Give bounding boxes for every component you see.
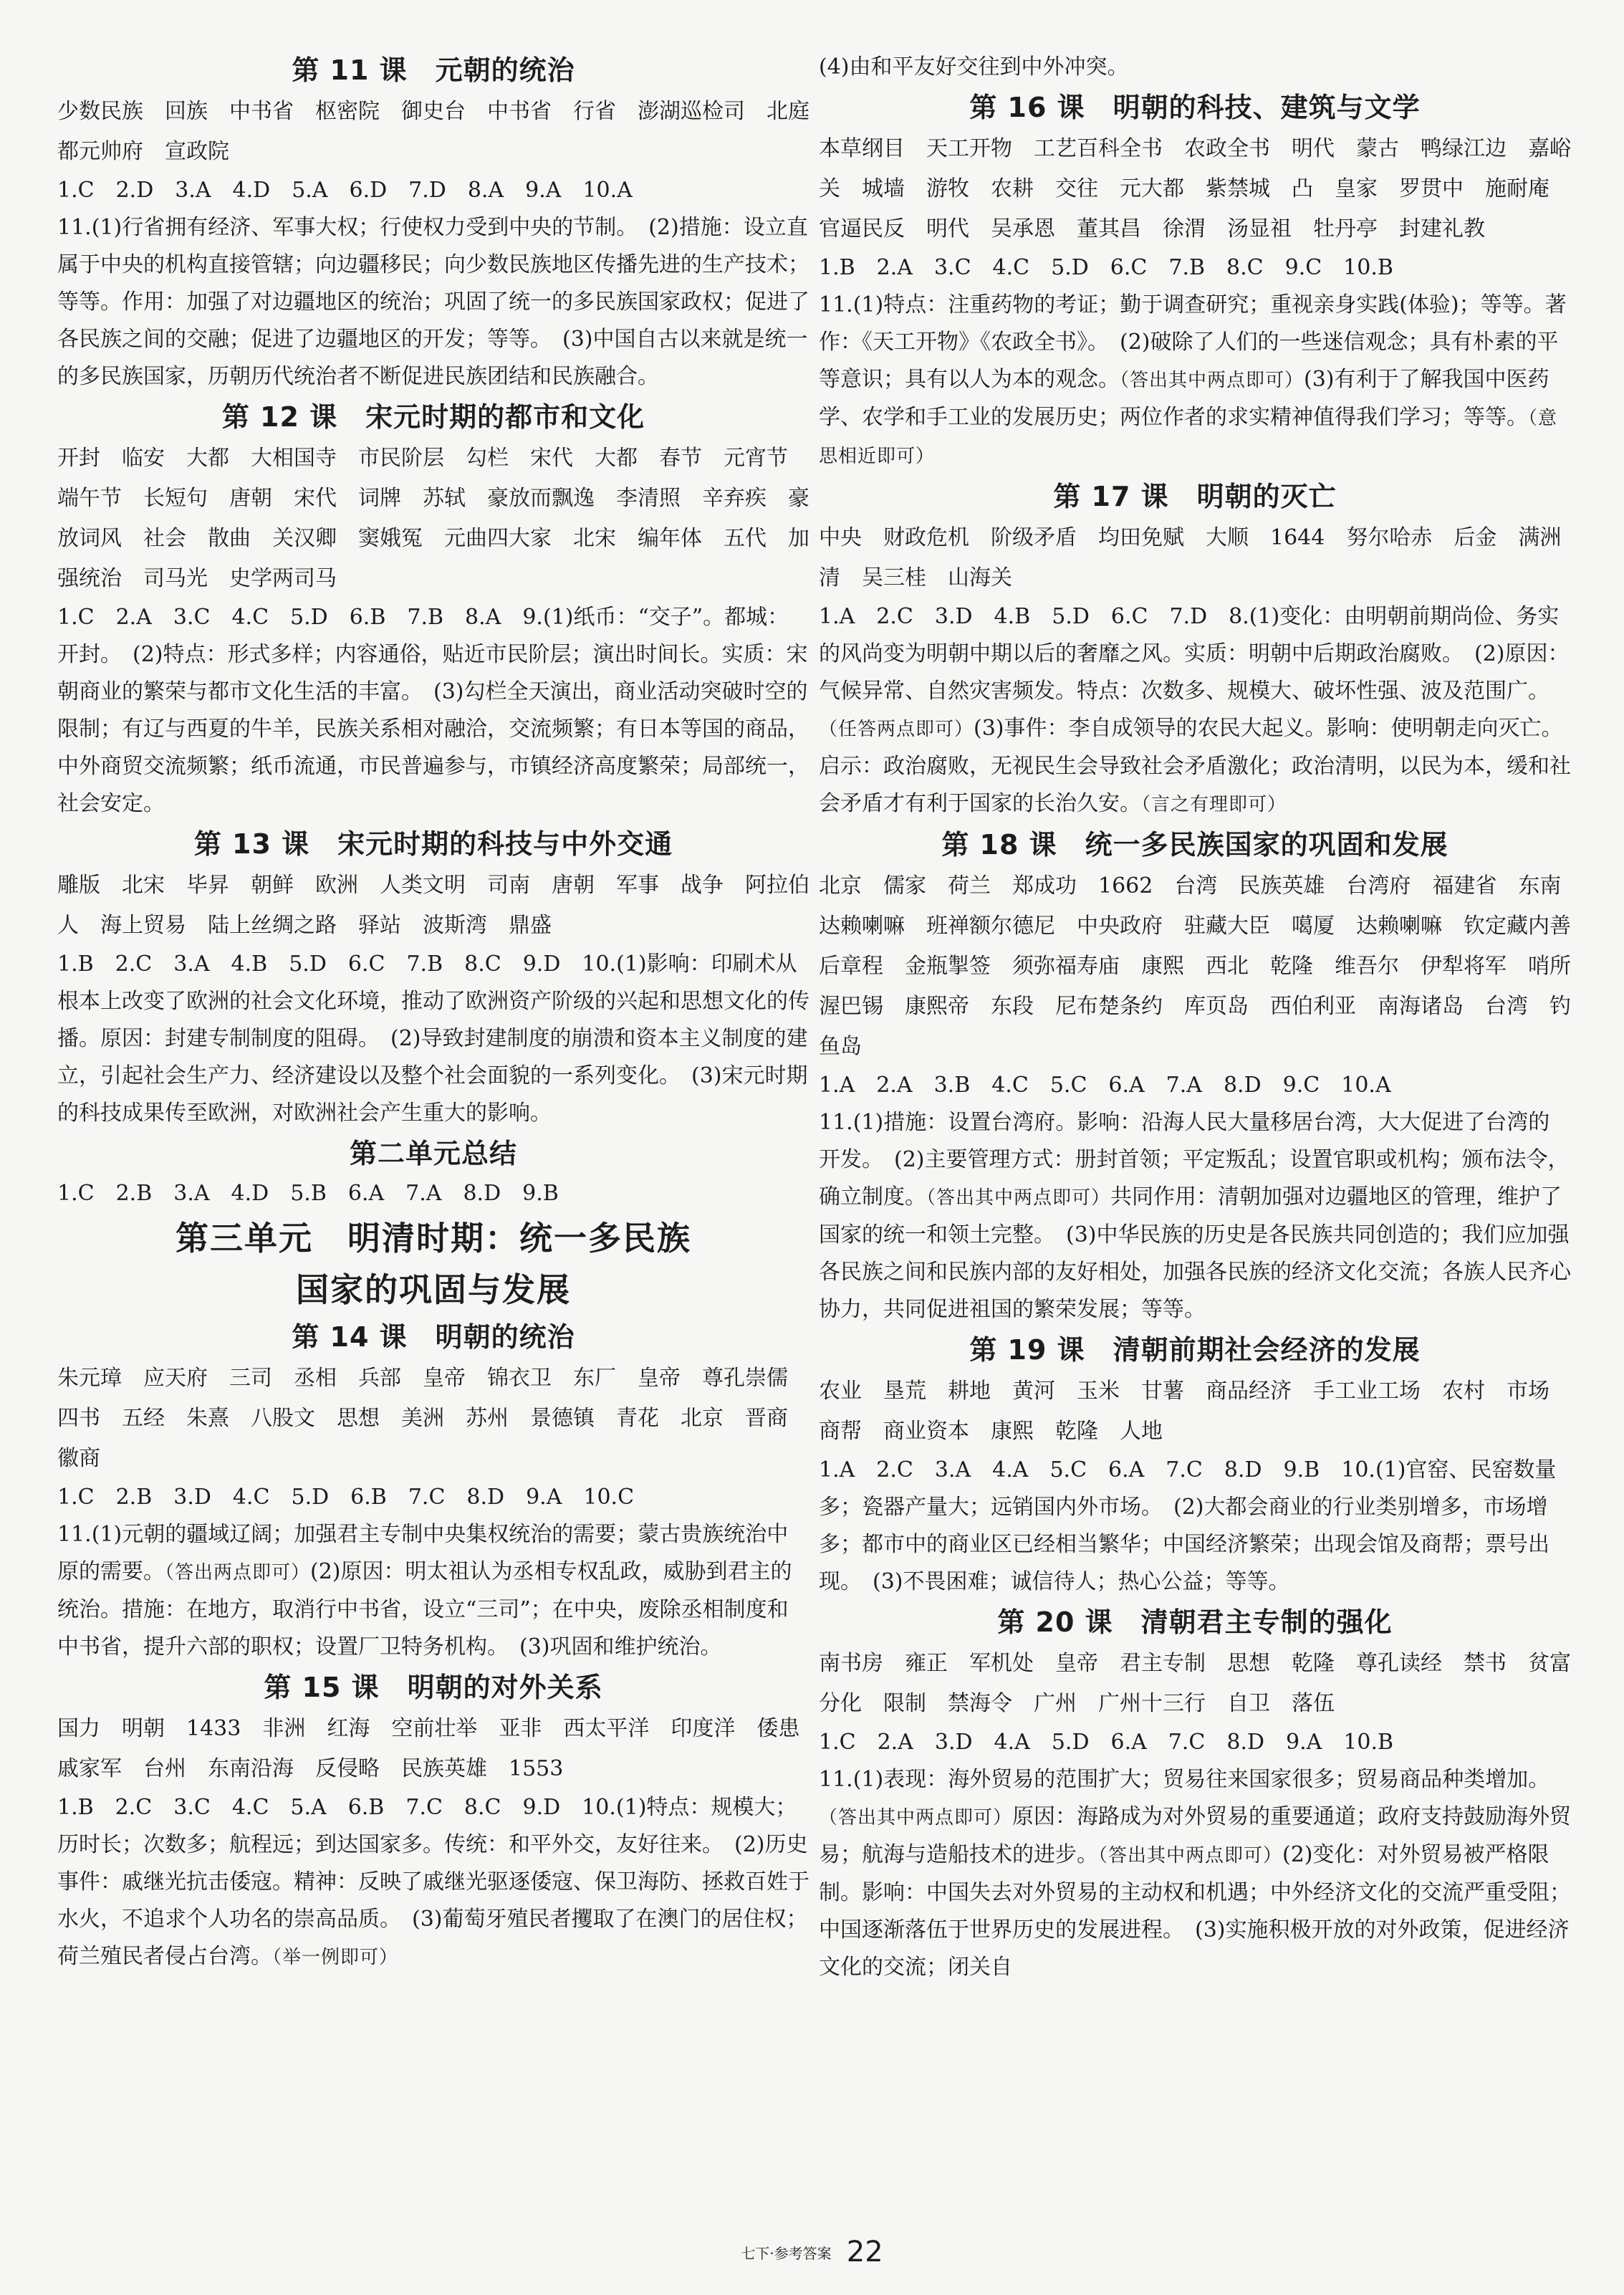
lesson-title — [57, 1132, 809, 1175]
text-segment: 中央 财政危机 阶级矛盾 均田免赋 大顺 1644 努尔哈赤 后金 满洲 清 吴三桂 山海关 — [819, 525, 1583, 590]
key-terms — [57, 1709, 822, 1789]
text-segment: (3)事件：李自成领导的农民大起义。影响：使明朝走向灭亡。启示：政治腐败，无视民生会导致社会矛盾激化；政治清明，以民为本，缓和社会矛盾才有利于国家的长治久安。 — [819, 716, 1571, 816]
text-segment: 1.A 2.C 3.A 4.A 5.C 6.A 7.C 8.D 9.B 10.(1)官窑、民窑数量多；瓷器产量大；远销国内外市场。 (2)大都会商业的行业类别增多，市场增多；都市中的商业区已经相当繁华；中国经济繁荣；出现会馆及商帮；票号出现。 (3)不畏困难；诚信待人；热心公益；等等。 — [819, 1457, 1557, 1594]
lesson-title — [819, 1601, 1571, 1644]
key-terms — [819, 1644, 1571, 1724]
text-segment: 第 14 课 明朝的统治 — [292, 1321, 575, 1353]
text-segment: 1.A 2.A 3.B 4.C 5.C 6.A 7.A 8.D 9.C 10.A — [819, 1073, 1391, 1098]
lesson-title — [57, 1316, 809, 1359]
key-terms — [57, 866, 809, 946]
answer-text — [819, 1452, 1571, 1601]
text-segment: 第 20 课 清朝君主专制的强化 — [997, 1606, 1393, 1638]
answer-text — [57, 1516, 809, 1666]
key-terms — [57, 439, 809, 599]
lesson-title — [57, 1666, 809, 1709]
footer-label: 七下·参考答案 — [741, 2244, 832, 2262]
text-segment: 1.B 2.A 3.C 4.C 5.D 6.C 7.B 8.C 9.C 10.B — [819, 255, 1393, 280]
answer-note: （答出其中两点即可） — [819, 1807, 1013, 1829]
text-segment: 1.C 2.D 3.A 4.D 5.A 6.D 7.D 8.A 9.A 10.A — [57, 178, 633, 203]
text-segment: 雕版 北宋 毕昇 朝鲜 欧洲 人类文明 司南 唐朝 军事 战争 阿拉伯人 海上贸易 陆上丝绸之路 驿站 波斯湾 鼎盛 — [57, 873, 809, 938]
answer-note: （举一例即可） — [272, 1947, 399, 1968]
answer-note: （答出其中两点即可） — [926, 1187, 1111, 1209]
key-terms — [819, 866, 1592, 1067]
answer-text — [819, 49, 1571, 86]
answer-text — [819, 1067, 1571, 1104]
text-segment: 原因：海路成为对外贸易的重要通道；政府支持鼓励海外贸易；航海与造船技术的进步。 — [819, 1804, 1572, 1867]
key-terms — [57, 1359, 809, 1479]
answer-note: （答出其中两点即可） — [1098, 1845, 1283, 1867]
text-segment: 朱元璋 应天府 三司 丞相 兵部 皇帝 锦衣卫 东厂 皇帝 尊孔崇儒 四书 五经 朱熹 八股文 思想 美洲 苏州 景德镇 青花 北京 晋商 徽商 — [57, 1366, 809, 1471]
answer-text — [819, 1104, 1571, 1328]
text-segment: 少数民族 回族 中书省 枢密院 御史台 中书省 行省 澎湖巡检司 北庭都元帅府 宣政院 — [57, 99, 809, 164]
text-segment: 1.B 2.C 3.C 4.C 5.A 6.B 7.C 8.C 9.D 10.(1)特点：规模大；历时长；次数多；航程远；到达国家多。传统：和平外交，友好往来。 (2)历史事件：戚继光抗击倭寇。精神：反映了戚继光驱逐倭寇、保卫海防、拯救百姓于水火，不追求个人功名的崇高品质。 (3)葡萄牙殖民者攫取了在澳门的居住权；荷兰殖民者侵占台湾。 — [57, 1795, 809, 1969]
lesson-title — [57, 396, 809, 439]
answer-note: （答出其中两点即可） — [1120, 370, 1305, 391]
lesson-title — [819, 1328, 1571, 1371]
unit-title — [57, 1212, 809, 1264]
answer-text — [57, 209, 809, 396]
lesson-title — [819, 475, 1571, 518]
page-footer — [0, 2236, 1624, 2268]
text-segment: 11.(1)表现：海外贸易的范围扩大；贸易往来国家很多；贸易商品种类增加。 — [819, 1767, 1550, 1792]
text-segment: 国家的巩固与发展 — [296, 1270, 571, 1309]
text-segment: 第 16 课 明朝的科技、建筑与文学 — [969, 92, 1421, 123]
lesson-title — [57, 823, 809, 866]
text-segment: 本草纲目 天工开物 工艺百科全书 农政全书 明代 蒙古 鸭绿江边 嘉峪关 城墙 游牧 农耕 交往 元大都 紫禁城 凸 皇家 罗贯中 施耐庵 官逼民反 明代 吴承恩 董其昌 徐渭 汤显祖 牡丹亭 封建礼教 — [819, 136, 1571, 241]
answer-text — [819, 287, 1571, 475]
right-column — [819, 49, 1592, 1986]
text-segment: 1.C 2.A 3.C 4.C 5.D 6.B 7.B 8.A 9.(1)纸币：“交子”。都城：开封。 (2)特点：形式多样；内容通俗，贴近市民阶层；演出时间长。实质：宋朝商业的繁荣与都市文化生活的丰富。 (3)勾栏全天演出，商业活动突破时空的限制；有辽与西夏的牛羊，民族关系相对融洽，交流频繁；有日本等国的商品，中外商贸交流频繁；纸币流通，市民普遍参与，市镇经济高度繁荣；局部统一，社会安定。 — [57, 605, 809, 816]
page-number: 22 — [846, 2236, 883, 2268]
text-segment: 11.(1)措施：设置台湾府。影响：沿海人民大量移居台湾，大大促进了台湾的开发。 (2)主要管理方式：册封首领；平定叛乱；设置官职或机构；颁布法令，确立制度。 — [819, 1110, 1570, 1209]
lesson-title — [819, 86, 1571, 129]
lesson-title — [57, 49, 809, 92]
answer-text — [819, 598, 1571, 823]
key-terms — [819, 129, 1571, 249]
text-segment: 1.C 2.B 3.A 4.D 5.B 6.A 7.A 8.D 9.B — [57, 1181, 559, 1206]
text-segment: 第二单元总结 — [349, 1138, 517, 1169]
text-segment: 开封 临安 大都 大相国寺 市民阶层 勾栏 宋代 大都 春节 元宵节 端午节 长短句 唐朝 宋代 词牌 苏轼 豪放而飘逸 李清照 辛弃疾 豪放词风 社会 散曲 关汉卿 窦娥冤 元曲四大家 北宋 编年体 五代 加强统治 司马光 史学两司马 — [57, 446, 809, 591]
text-segment: 第 12 课 宋元时期的都市和文化 — [221, 401, 645, 433]
answer-note: （答出两点即可） — [165, 1562, 311, 1583]
answer-text — [57, 172, 809, 209]
answer-text — [57, 1175, 809, 1212]
text-segment: 1.A 2.C 3.D 4.B 5.D 6.C 7.D 8.(1)变化：由明朝前期尚俭、务实的风尚变为明朝中期以后的奢靡之风。实质：明朝中后期政治腐败。 (2)原因：气候异常、自然灾害频发。特点：次数多、规模大、破坏性强、波及范围广。 — [819, 604, 1570, 704]
text-segment: 农业 垦荒 耕地 黄河 玉米 甘薯 商品经济 手工业工场 农村 市场 商帮 商业资本 康熙 乾隆 人地 — [819, 1379, 1571, 1444]
answer-note: （言之有理即可） — [1141, 794, 1287, 815]
text-segment: (4)由和平友好交往到中外冲突。 — [819, 54, 1129, 80]
text-segment: 共同作用：清朝加强对边疆地区的管理，维护了国家的统一和领土完整。 (3)中华民族的历史是各民族共同创造的；我们应加强各民族之间和民族内部的友好相处，加强各民族的经济文化交流；各族人民齐心协力，共同促进祖国的繁荣发展；等等。 — [819, 1184, 1571, 1322]
answer-text — [57, 946, 809, 1132]
text-segment: 南书房 雍正 军机处 皇帝 君主专制 思想 乾隆 尊孔读经 禁书 贫富分化 限制 禁海令 广州 广州十三行 自卫 落伍 — [819, 1651, 1571, 1716]
answer-text — [57, 1789, 809, 1976]
answer-note: （任答两点即可） — [819, 719, 974, 740]
unit-title — [57, 1264, 809, 1316]
text-segment: (2)变化：对外贸易被严格限制。影响：中国失去对外贸易的主动权和机遇；中外经济文化的交流严重受阻；中国逐渐落伍于世界历史的发展进程。 (3)实施积极开放的对外政策，促进经济文化的交流；闭关自 — [819, 1842, 1571, 1980]
answer-text — [57, 599, 809, 823]
text-segment: 第 11 课 元朝的统治 — [292, 54, 575, 86]
text-segment: (3)有利于了解我国中医药学、农学和手工业的发展历史；两位作者的求实精神值得我们学习；等等。 — [819, 367, 1549, 430]
text-segment: 11.(1)行省拥有经济、军事大权；行使权力受到中央的节制。 (2)措施：设立直属于中央的机构直接管辖；向边疆移民；向少数民族地区传播先进的生产技术；等等。作用：加强了对边疆地区的统治；巩固了统一的多民族国家政权；促进了各民族之间的交融；促进了边疆地区的开发；等等。 (3)中国自古以来就是统一的多民族国家，历朝历代统治者不断促进民族团结和民族融合。 — [57, 215, 809, 389]
text-segment: 第 13 课 宋元时期的科技与中外交通 — [193, 828, 673, 860]
text-segment: 第 19 课 清朝前期社会经济的发展 — [969, 1334, 1421, 1366]
answer-note: （意思相近即可） — [819, 408, 1558, 467]
lesson-title — [819, 823, 1571, 866]
answer-text — [819, 1761, 1571, 1986]
text-segment: 国力 明朝 1433 非洲 红海 空前壮举 亚非 西太平洋 印度洋 倭患 戚家军 台州 东南沿海 反侵略 民族英雄 1553 — [57, 1716, 822, 1781]
text-segment: 第 17 课 明朝的灭亡 — [1053, 481, 1337, 512]
text-segment: 第 15 课 明朝的对外关系 — [264, 1672, 603, 1703]
text-segment: 11.(1)特点：注重药物的考证；勤于调查研究；重视亲身实践(体验)；等等。著作：《天工开物》《农政全书》。 (2)破除了人们的一些迷信观念；具有朴素的平等意识；具有以人为本的观念。 — [819, 292, 1567, 392]
answer-text — [819, 1724, 1571, 1761]
text-segment: 1.C 2.A 3.D 4.A 5.D 6.A 7.C 8.D 9.A 10.B — [819, 1730, 1394, 1755]
answer-text — [57, 1479, 809, 1516]
text-segment: (2)原因：明太祖认为丞相专权乱政，威胁到君主的统治。措施：在地方，取消行中书省，设立“三司”；在中央，废除丞相制度和中书省，提升六部的职权；设置厂卫特务机构。 (3)巩固和维护统治。 — [57, 1559, 792, 1659]
text-segment: 第三单元 明清时期：统一多民族 — [176, 1219, 691, 1257]
text-segment: 1.C 2.B 3.D 4.C 5.D 6.B 7.C 8.D 9.A 10.C — [57, 1485, 635, 1510]
key-terms — [819, 518, 1583, 598]
key-terms — [819, 1371, 1571, 1452]
text-segment: 第 18 课 统一多民族国家的巩固和发展 — [941, 829, 1448, 861]
key-terms — [57, 92, 809, 172]
answer-text — [819, 249, 1571, 287]
left-column — [57, 49, 822, 1976]
text-segment: 北京 儒家 荷兰 郑成功 1662 台湾 民族英雄 台湾府 福建省 东南 达赖喇嘛 班禅额尔德尼 中央政府 驻藏大臣 噶厦 达赖喇嘛 钦定藏内善后章程 金瓶掣签 须弥福寿庙 康熙 西北 乾隆 维吾尔 伊犁将军 哨所 渥巴锡 康熙帝 东段 尼布楚条约 库页岛 西伯利亚 南海诸岛 台湾 钓鱼岛 — [819, 873, 1592, 1059]
text-segment: 11.(1)元朝的疆域辽阔；加强君主专制中央集权统治的需要；蒙古贵族统治中原的需要。 — [57, 1522, 789, 1584]
text-segment: 1.B 2.C 3.A 4.B 5.D 6.C 7.B 8.C 9.D 10.(1)影响：印刷术从根本上改变了欧洲的社会文化环境，推动了欧洲资产阶级的兴起和思想文化的传播。原因：封建专制制度的阻碍。 (2)导致封建制度的崩溃和资本主义制度的建立，引起社会生产力、经济建设以及整个社会面貌的一系列变化。 (3)宋元时期的科技成果传至欧洲，对欧洲社会产生重大的影响。 — [57, 952, 809, 1126]
